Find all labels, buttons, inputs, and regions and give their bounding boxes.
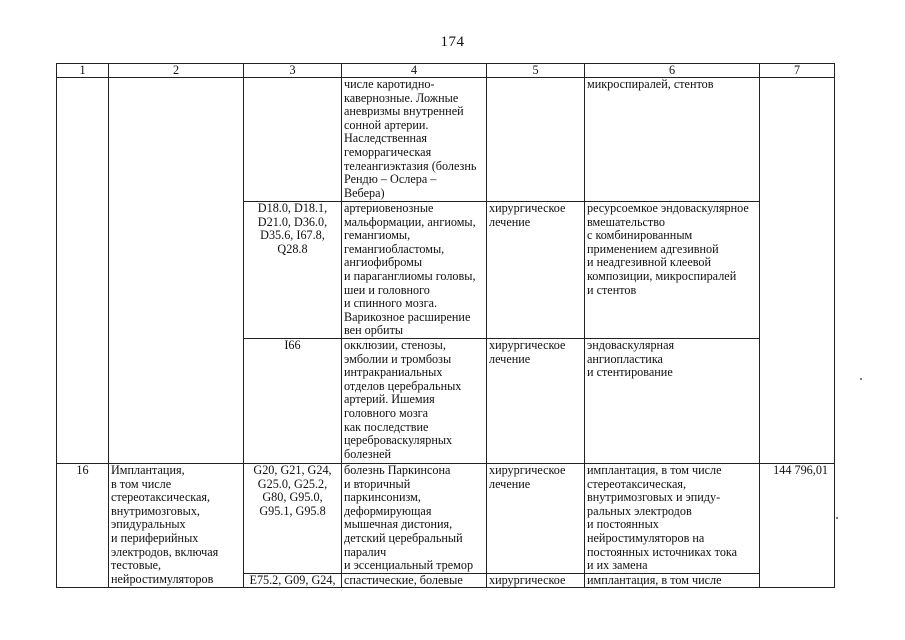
item-number-cell: 16 — [57, 464, 109, 588]
header-col-4: 4 — [342, 64, 487, 78]
treatment-type-cell: хирургическое лечение — [487, 339, 585, 464]
treatment-type-cell: хирургическое лечение — [487, 464, 585, 574]
treatment-method-cell: эндоваскулярная ангиопластика и стентирование — [585, 339, 760, 464]
disease-model-cell: болезнь Паркинсона и вторичный паркинсонизм, деформирующая мышечная дистония, детский церебральный паралич и эссенциальный тремор — [342, 464, 487, 574]
treatment-method-cell: имплантация, в том числе стереотаксическая, внутримозговых и эпиду- ральных электродов и постоянных нейростимуляторов на постоянных источниках тока и их замена — [585, 464, 760, 574]
header-col-2: 2 — [109, 64, 244, 78]
disease-model-cell: числе каротидно- кавернозные. Ложные аневризмы внутренней сонной артерии. Наследственная геморрагическая телеангиэктазия (болезнь Рендю – Ослера – Вебера) — [342, 78, 487, 202]
treatment-method-cell: ресурсоемкое эндоваскулярное вмешательство с комбинированным применением адгезивной и неадгезивной клеевой композиции, микроспиралей и стентов — [585, 202, 760, 339]
table-header-row — [57, 64, 835, 78]
diagnosis-codes-cell: E75.2, G09, G24, — [244, 573, 342, 588]
disease-model-cell: артериовенозные мальформации, ангиомы, гемангиомы, гемангиобластомы, ангиофибромы и параганглиомы головы, шеи и головного и спинного мозга. Варикозное расширение вен орбиты — [342, 202, 487, 339]
cost-cell — [760, 78, 835, 464]
diagnosis-codes-cell: D18.0, D18.1, D21.0, D36.0, D35.6, I67.8, Q28.8 — [244, 202, 342, 339]
treatment-method-cell: имплантация, в том числе — [585, 573, 760, 588]
table-row — [57, 78, 835, 202]
scan-speck — [836, 517, 838, 519]
diagnosis-codes-cell: I66 — [244, 339, 342, 464]
table-row — [57, 464, 835, 574]
medical-procedures-table — [56, 63, 835, 588]
treatment-type-cell: хирургическое лечение — [487, 202, 585, 339]
item-name-cell — [109, 78, 244, 464]
item-number-cell — [57, 78, 109, 464]
header-col-6: 6 — [585, 64, 760, 78]
header-col-1: 1 — [57, 64, 109, 78]
diagnosis-codes-cell — [244, 78, 342, 202]
diagnosis-codes-cell: G20, G21, G24, G25.0, G25.2, G80, G95.0, G95.1, G95.8 — [244, 464, 342, 574]
scan-speck — [860, 378, 862, 380]
disease-model-cell: окклюзии, стенозы, эмболии и тромбозы интракраниальных отделов церебральных артерий. Ишемия головного мозга как последствие цереброваскулярных болезней — [342, 339, 487, 464]
header-col-5: 5 — [487, 64, 585, 78]
treatment-type-cell: хирургическое — [487, 573, 585, 588]
page-number: 174 — [440, 34, 465, 50]
disease-model-cell: спастические, болевые — [342, 573, 487, 588]
item-name-cell: Имплантация, в том числе стереотаксическая, внутримозговых, эпидуральных и периферийных электродов, включая тестовые, нейростимуляторов — [109, 464, 244, 588]
header-col-3: 3 — [244, 64, 342, 78]
cost-cell: 144 796,01 — [760, 464, 835, 588]
treatment-type-cell — [487, 78, 585, 202]
header-col-7: 7 — [760, 64, 835, 78]
treatment-method-cell: микроспиралей, стентов — [585, 78, 760, 202]
